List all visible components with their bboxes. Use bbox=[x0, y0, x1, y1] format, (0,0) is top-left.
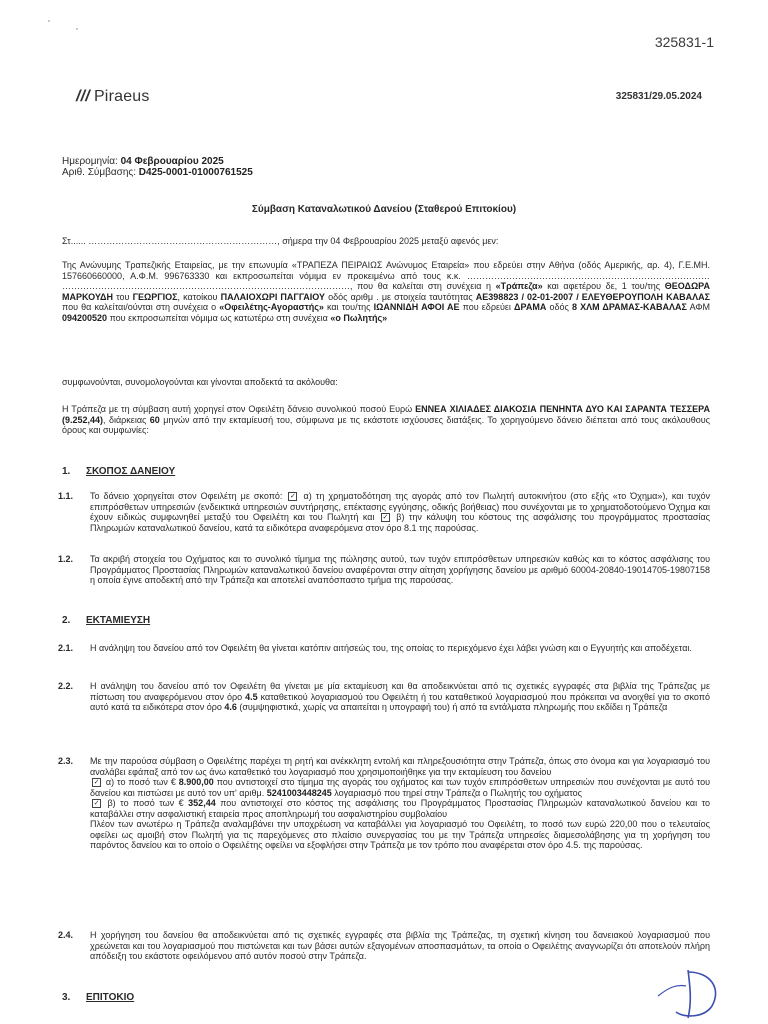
seller-role: «ο Πωλητής» bbox=[330, 312, 388, 323]
seller-text: που εκπροσωπείται νόμιμα ως κατωτέρω στη συνέχεια bbox=[107, 312, 331, 323]
contract-label: Αριθ. Σύμβασης: bbox=[62, 167, 136, 178]
clause-part: α) τη χρηματοδότηση της αγοράς από τον Πωλητή αυτοκινήτου (στο εξής «το Όχημα»), και τυχόν επιπρόσθετων υπηρεσιών (ενδεικτικά υπηρεσιών συντήρησης, επέκτασης εγγύησης, οδικής βοήθειας) που συνέχονται με το χρηματοδοτούμενο Όχημα και έχουν ειδικώς συμφωνηθεί μεταξύ του Οφειλέτη και του Πωλητή και bbox=[90, 491, 710, 522]
clause-part: (συμψηφιστικά, χωρίς να απαιτείται η υπογραφή του) ή από τα εντάλματα πληρωμής που εκδίδει η Τράπεζα bbox=[236, 702, 668, 712]
clause-number: 2.1. bbox=[58, 643, 74, 653]
seller-text: που εδρεύει bbox=[459, 302, 515, 312]
scan-speck bbox=[76, 28, 78, 30]
seller-afm: 094200520 bbox=[62, 312, 108, 323]
clause-part: Με την παρούσα σύμβαση ο Οφειλέτης παρέχει τη ρητή και ανέκκλητη εντολή και πληρεξουσιότητα στην Τράπεζα, όπως στο όνομα και για λογαριασμό του αναλάβει εφάπαξ από τον ως άνω καταθετικό του λογαριασμό που χρησιμοποιήθηκε για την εκταμίευση του δανείου bbox=[90, 756, 710, 777]
seller-street: 8 ΧΛΜ ΔΡΑΜΑΣ-ΚΑΒΑΛΑΣ bbox=[571, 302, 687, 312]
seller-city: ΔΡΑΜΑ bbox=[514, 302, 547, 312]
bank-role: «Τράπεζα» bbox=[495, 281, 543, 291]
reference-number: 325831/29.05.2024 bbox=[615, 91, 702, 102]
clause-number: 1.2. bbox=[58, 554, 74, 564]
clause-part: καταθετικού λογαριασμού του Οφειλέτη ή του καταθετικού λογαριασμού που πρόκειται να ανοιχθεί για το σκοπό αυτό κατά τα ειδικότερα στον όρο bbox=[90, 691, 711, 712]
clause-part: β) το ποσό των € bbox=[103, 798, 189, 808]
debtor-father: ΓΕΩΡΓΙΟΣ bbox=[132, 291, 178, 302]
handwritten-signature bbox=[648, 966, 728, 1024]
date-value: 04 Φεβρουαρίου 2025 bbox=[120, 156, 224, 167]
contract-meta bbox=[62, 156, 253, 178]
loan-text: μηνών από την εκταμίευσή του, σύμφωνα με τις εκάστοτε ισχύουσες διατάξεις. Το χορηγούμενο δάνειο διέπεται από τους ακόλουθους όρους και συμφωνίες: bbox=[62, 414, 710, 435]
clause-part: α) το ποσό των € bbox=[103, 777, 179, 787]
clause-2-3 bbox=[58, 756, 710, 851]
bank-cont: ……………………………………………………………………………………, που θα καλείται στη συνέχεια η bbox=[62, 281, 496, 291]
contract-value: D425-0001-01000761525 bbox=[138, 167, 253, 178]
checkbox-checked-icon: ✓ bbox=[290, 493, 296, 501]
clause-2-2 bbox=[58, 681, 710, 713]
loan-amount: ΕΝΝΕΑ ΧΙΛΙΑΔΕΣ ΔΙΑΚΟΣΙΑ ΠΕΝΗΝΤΑ ΔΥΟ ΚΑΙ ΣΑΡΑΝΤΑ ΤΕΣΣΕΡΑ (9.252,44) bbox=[62, 404, 710, 425]
clause-ref: 4.5 bbox=[245, 691, 258, 702]
clause-number: 2.4. bbox=[58, 930, 74, 940]
section-label: ΕΚΤΑΜΙΕΥΣΗ bbox=[86, 615, 151, 626]
seller-account: 5241003448245 bbox=[266, 787, 332, 798]
debtor-text: , κατοίκου bbox=[177, 291, 221, 302]
logo-mark-icon: /// bbox=[76, 88, 90, 105]
debtor-role: «Οφειλέτης-Αγοραστής» bbox=[219, 302, 324, 312]
agreement-line: συμφωνούνται, συνομολογούνται και γίνονται αποδεκτά τα ακόλουθα: bbox=[62, 377, 338, 387]
seller-text: οδός bbox=[546, 302, 572, 312]
intro-parties bbox=[62, 260, 710, 323]
section-label: ΕΠΙΤΟΚΙΟ bbox=[86, 992, 135, 1003]
clause-part: β) την κάλυψη του κόστους της ασφάλισης του προγράμματος προστασίας Πληρωμών καταναλωτικού δανείου, κατά τα ειδικότερα αναφερόμενα στον όρο 8.1 της παρούσας. bbox=[90, 512, 710, 533]
clause-part: που αντιστοιχεί στο τίμημα της αγοράς του οχήματος και των τυχόν επιπρόσθετων υπηρεσιών που συνέχονται με αυτό του δανείου και πιστώσει με αυτό τον υπ' αριθμ. bbox=[90, 777, 710, 798]
debtor-text: που θα καλείται/ούνται στη συνέχεια ο bbox=[62, 302, 220, 312]
clause-1-2 bbox=[58, 554, 710, 586]
section-number: 3. bbox=[62, 992, 71, 1003]
piraeus-logo bbox=[76, 88, 150, 106]
debtor-text: και του/της bbox=[323, 302, 374, 312]
clause-number: 2.3. bbox=[58, 756, 74, 766]
checkbox-checked-icon: ✓ bbox=[93, 779, 100, 787]
logo-text: Piraeus bbox=[93, 88, 150, 105]
clause-2-4 bbox=[58, 930, 710, 962]
clause-2-1 bbox=[58, 643, 710, 654]
clause-text bbox=[90, 491, 710, 533]
section-label: ΣΚΟΠΟΣ ΔΑΝΕΙΟΥ bbox=[86, 466, 176, 477]
clause-ref: 4.6 bbox=[224, 702, 237, 712]
seller-name: ΙΩΑΝΝΙΔΗ ΑΦΟΙ ΑΕ bbox=[373, 302, 460, 312]
document-title: Σύμβαση Καταναλωτικού Δανείου (Σταθερού Επιτοκίου) bbox=[251, 204, 517, 215]
debtor-id: ΑΕ398823 / 02-01-2007 / ΕΛΕΥΘΕΡΟΥΠΟΛΗ ΚΑΒΑΛΑΣ bbox=[475, 291, 710, 302]
loan-months: 60 bbox=[149, 414, 160, 425]
debtor-text: του bbox=[113, 291, 133, 302]
amount-vehicle: 8.900,00 bbox=[178, 777, 214, 787]
clause-number: 1.1. bbox=[58, 491, 74, 501]
clause-text: Η χορήγηση του δανείου θα αποδεικνύεται από τις σχετικές εγγραφές στα βιβλία της Τράπεζας, τη σχετική κίνηση του δανειακού λογαριασμού που χρεώνεται και του λογαριασμού που πιστώνεται και των βάσει αυτών εξαγομένων αποσπασμάτων, τα οποία ο Οφειλέτης αναγνωρίζει ότι αποτελούν πλήρη απόδειξη του εκάστοτε οφειλόμενου από αυτόν ποσού στην Τράπεζα. bbox=[90, 930, 710, 961]
debtor-text: οδός αριθμ . με στοιχεία ταυτότητας bbox=[325, 291, 476, 302]
clause-text bbox=[90, 756, 710, 851]
section-number: 2. bbox=[62, 615, 71, 626]
section-heading bbox=[62, 466, 175, 477]
clause-part: Το δάνειο χορηγείται στον Οφειλέτη με σκοπό: bbox=[90, 491, 287, 501]
clause-part: λογαριασμό που τηρεί στην Τράπεζα ο Πωλητής του οχήματος bbox=[331, 787, 582, 798]
clause-number: 2.2. bbox=[58, 681, 74, 691]
checkbox-checked-icon: ✓ bbox=[382, 514, 389, 522]
document-id: 325831-1 bbox=[654, 34, 714, 50]
clause-part: Η ανάληψη του δανείου από τον Οφειλέτη θα γίνεται με μία εκταμίευση και θα αποδεικνύεται από τις σχετικές εγγραφές στα βιβλία της Τράπεζας με πίστωση του αναφερόμενου στον όρο bbox=[90, 681, 710, 702]
scan-speck bbox=[48, 20, 50, 22]
debtor-intro: και αφετέρου δε, 1 του/της bbox=[542, 281, 665, 291]
date-label: Ημερομηνία: bbox=[62, 156, 118, 167]
debtor-name: ΘΕΟΔΩΡΑ ΜΑΡΚΟΥΔΗ bbox=[62, 281, 710, 302]
section-heading bbox=[62, 615, 150, 626]
clause-text: Τα ακριβή στοιχεία του Οχήματος και το συνολικό τίμημα της πώλησης αυτού, των τυχόν επιπρόσθετων υπηρεσιών καθώς και το κόστος ασφάλισης του Προγράμματος Προστασίας Πληρωμών καταναλωτικού δανείου αναφέρονται στην αίτηση χορήγησης δανείου με αριθμό 60004-20840-19014705-19807158 η οποία έγινε αποδεκτή από την Τράπεζα και αποτελεί αναπόσπαστο τμήμα της παρούσας. bbox=[90, 554, 710, 585]
loan-text: , διάρκειας bbox=[103, 414, 150, 425]
intro-place-date: Στ...... ………………………………………………………, σήμερα την 04 Φεβρουαρίου 2025 μεταξύ αφενός μεν: bbox=[62, 236, 499, 246]
bank-party: Της Ανώνυμης Τραπεζικής Εταιρείας, με την επωνυμία «ΤΡΑΠΕΖΑ ΠΕΙΡΑΙΩΣ Ανώνυμος Εταιρεία» που εδρεύει στην Αθήνα (οδός Αμερικής, αρ. 4), Γ.Ε.ΜΗ. 157660660000, Α.Φ.Μ. 996763330 και εκπροσωπείται νόμιμα εν προκειμένω από τους κ.κ. ……………………………………………………………………… bbox=[62, 260, 710, 281]
clause-1-1 bbox=[58, 491, 710, 533]
clause-text: Η ανάληψη του δανείου από τον Οφειλέτη θα γίνεται κατόπιν αιτήσεώς του, της οποίας το περιεχόμενο έχει λάβει γνώση και ο Εγγυητής και αποδέχεται. bbox=[90, 643, 692, 653]
clause-part: Πλέον των ανωτέρω η Τράπεζα αναλαμβάνει την υποχρέωση να καταβάλλει για λογαριασμό του Οφειλέτη, το ποσό των ευρώ 220,00 που ο τελευταίος οφείλει ως αμοιβή στον Πωλητή για τις παρεχόμενες στο πλαίσιο συνεργασίας του με την Τράπεζα υπηρεσίες διαμεσολάβησης για τη χορήγηση του παρόντος δανείου και το οποίο ο Οφειλέτης οφείλει να εξοφλήσει στην Τράπεζα με τον τρόπο που αναφέρεται στον όρο 4.5. της παρούσας. bbox=[90, 819, 710, 850]
section-heading bbox=[62, 992, 134, 1003]
section-number: 1. bbox=[62, 466, 71, 477]
debtor-town: ΠΑΛΑΙΟΧΩΡΙ ΠΑΓΓΑΙΟΥ bbox=[220, 291, 326, 302]
clause-text bbox=[90, 681, 710, 713]
loan-summary bbox=[62, 404, 710, 436]
loan-text: Η Τράπεζα με τη σύμβαση αυτή χορηγεί στον Οφειλέτη δάνειο συνολικού ποσού Ευρώ bbox=[62, 404, 416, 414]
checkbox-checked-icon: ✓ bbox=[93, 800, 100, 808]
clause-part: που αντιστοιχεί στο κόστος της ασφάλισης του Προγράμματος Προστασίας Πληρωμών καταναλωτικού δανείου και το καταβάλλει στην ασφαλιστική εταιρεία προς αποπληρωμή του ασφαλιστηρίου συμβολαίου bbox=[90, 798, 711, 819]
amount-insurance: 352,44 bbox=[188, 798, 216, 808]
seller-text: ΑΦΜ bbox=[686, 302, 711, 312]
